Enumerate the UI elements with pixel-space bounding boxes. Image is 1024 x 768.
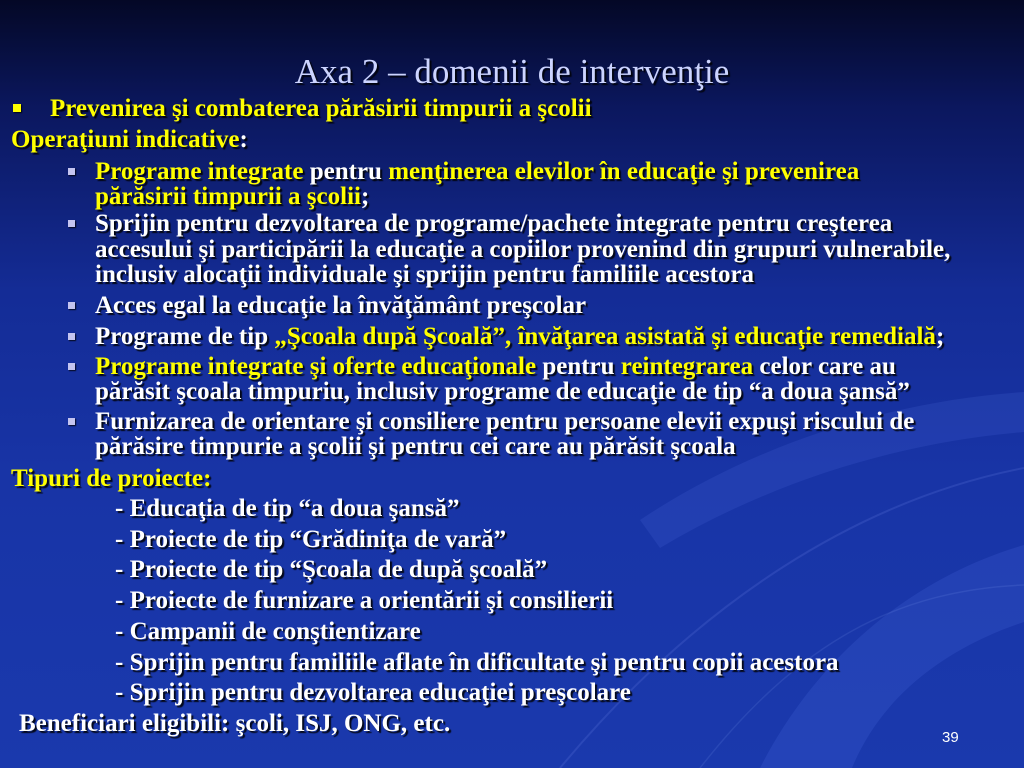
text-segment: pentru — [536, 353, 621, 380]
operation-item-line — [95, 184, 369, 210]
text-segment: Programe de tip — [95, 323, 275, 350]
text-segment: reintegrarea — [620, 353, 754, 380]
text-segment: ; — [360, 183, 370, 210]
operations-heading — [11, 127, 248, 153]
list-item: - Sprijin pentru dezvoltarea educaţiei preşcolare — [115, 679, 631, 706]
text-segment: „Şcoala după Şcoală”, învăţarea asistată şi educaţie remedială — [274, 323, 936, 350]
operation-item-line: Furnizarea de orientare şi consiliere pentru persoane elevii expuşi riscului de — [95, 408, 915, 435]
beneficiaries-text: Beneficiari eligibili: şcoli, ISJ, ONG, etc. — [19, 710, 451, 737]
operation-item-line: Sprijin pentru dezvoltarea de programe/pachete integrate pentru creşterea — [95, 210, 893, 237]
operations-heading-colon: : — [239, 126, 248, 153]
square-bullet-icon — [68, 220, 75, 227]
text-segment: ; — [935, 323, 945, 350]
main-bullet-text: Prevenirea şi combaterea părăsirii timpurii a şcolii — [50, 95, 592, 122]
square-bullet-icon — [68, 333, 75, 340]
operation-item-line: părăsire timpurie a şcolii şi pentru cei care au părăsit şcoala — [95, 433, 736, 460]
square-bullet-icon — [13, 104, 21, 112]
list-item: - Proiecte de tip “Grădiniţa de vară” — [115, 526, 507, 553]
operation-item-line: accesului şi participării la educaţie a copiilor provenind din grupuri vulnerabile, — [95, 236, 951, 263]
page-number: 39 — [942, 729, 959, 746]
operation-item-line: Acces egal la educaţie la învăţământ preşcolar — [95, 292, 587, 319]
list-item: - Proiecte de tip “Şcoala de după şcoală” — [115, 556, 548, 583]
list-item: - Sprijin pentru familiile aflate în dificultate şi pentru copii acestora — [115, 649, 839, 676]
text-segment: menţinerea elevilor în educaţie şi prevenirea — [388, 158, 860, 185]
operation-item-line: inclusiv alocaţii individuale şi sprijin pentru familiile acestora — [95, 261, 755, 288]
slide-title: Axa 2 – domenii de intervenţie — [294, 52, 730, 91]
square-bullet-icon — [68, 363, 75, 370]
operation-item-line: părăsit şcoala timpuriu, inclusiv programe de educaţie de tip “a doua şansă” — [95, 378, 910, 405]
list-item: - Proiecte de furnizare a orientării şi consilierii — [115, 587, 614, 614]
list-item: - Educaţia de tip “a doua şansă” — [115, 495, 460, 522]
text-segment: Programe integrate şi oferte educaţionale — [95, 353, 537, 380]
text-segment: celor care au — [753, 353, 896, 380]
operation-item-line — [95, 354, 896, 380]
operations-heading-label: Operaţiuni indicative — [11, 126, 240, 153]
project-types-heading: Tipuri de proiecte: — [11, 465, 212, 492]
square-bullet-icon — [68, 302, 75, 309]
square-bullet-icon — [68, 168, 75, 175]
text-segment: Programe integrate — [95, 158, 304, 185]
list-item: - Campanii de conştientizare — [115, 618, 421, 645]
operation-item-line — [95, 324, 944, 350]
text-segment: părăsirii timpurii a şcolii — [95, 183, 361, 210]
operation-item-line — [95, 159, 859, 185]
text-segment: pentru — [303, 158, 389, 185]
square-bullet-icon — [68, 418, 75, 425]
